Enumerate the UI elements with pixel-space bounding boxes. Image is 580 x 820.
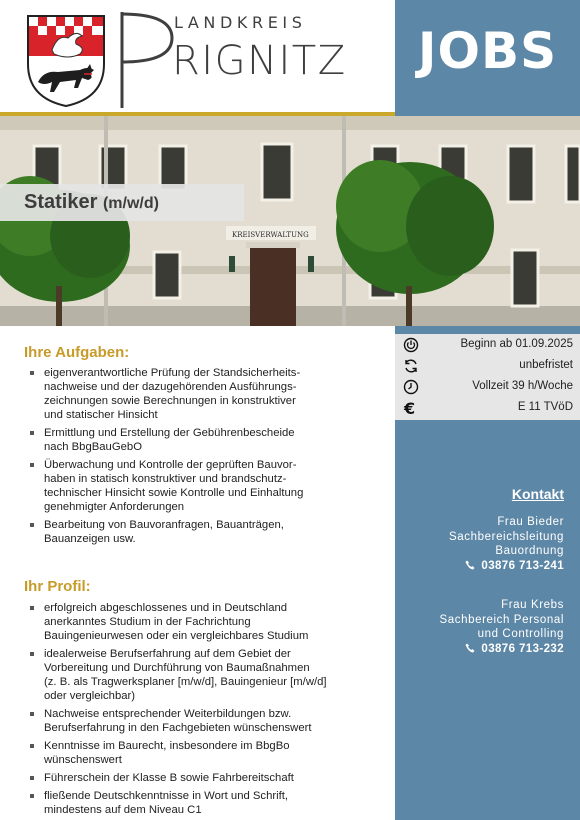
- clock-icon: [403, 379, 419, 395]
- euro-icon: [403, 400, 419, 416]
- building-illustration: [0, 116, 580, 326]
- contact-name: Frau Bieder: [497, 516, 564, 528]
- contact-phone[interactable]: [394, 642, 564, 657]
- power-icon: [403, 337, 419, 353]
- header: [0, 0, 395, 112]
- job-title-suffix: (m/w/d): [102, 195, 159, 212]
- contact-phone-number: 03876 713-232: [481, 642, 564, 655]
- building-photo: [0, 116, 580, 326]
- coat-of-arms-logo: [24, 12, 108, 108]
- refresh-icon: [403, 358, 419, 374]
- brand-prignitz: [172, 38, 347, 84]
- list-item: Führerschein der Klasse B sowie Fahrbereitschaft: [30, 771, 392, 785]
- fact-start-text: Beginn ab 01.09.2025: [460, 338, 573, 350]
- sidebar: [395, 326, 580, 820]
- fact-duration-text: unbefristet: [519, 359, 573, 371]
- fact-salary: [403, 399, 573, 417]
- list-item: Ermittlung und Erstellung der Gebührenbescheide nach BbgBauGebO: [30, 426, 392, 454]
- contact-phone[interactable]: [394, 559, 564, 574]
- profile-heading: Ihr Profil:: [24, 578, 91, 595]
- contact-heading: Kontakt: [511, 486, 564, 502]
- phone-icon: [465, 560, 475, 570]
- job-title: [24, 191, 159, 214]
- list-item: Nachweise entsprechender Weiterbildungen bzw. Berufserfahrung in den Fachgebieten wünschenswert: [30, 707, 392, 735]
- tasks-list: [30, 366, 392, 550]
- job-title-text: Statiker: [24, 191, 98, 213]
- phone-icon: [465, 643, 475, 653]
- fact-salary-text: E 11 TVöD: [517, 401, 573, 413]
- list-item: erfolgreich abgeschlossenes und in Deutschland anerkanntes Studium in der Fachrichtung Bauingenieurwesen oder ein vergleichbares Studium: [30, 601, 392, 643]
- contact-role: Sachbereichsleitung: [449, 530, 564, 543]
- job-title-banner: [0, 184, 244, 221]
- list-item: eigenverantwortliche Prüfung der Standsicherheits- nachweise und der dazugehörenden Ausführungs- zeichnungen sowie Berechnungen in konstruktiver und statischer Hinsicht: [30, 366, 392, 422]
- list-item: Bearbeitung von Bauvoranfragen, Bauanträgen, Bauanzeigen usw.: [30, 518, 392, 546]
- brand-prignitz-visible: RIGNITZ: [172, 38, 347, 84]
- contact-name: Frau Krebs: [501, 599, 564, 611]
- list-item: Überwachung und Kontrolle der geprüften Bauvor- haben in statisch konstruktiver und brandschutz- technischer Hinsicht sowie Kontrolle und Einhaltung genehmigter Anforderungen: [30, 458, 392, 514]
- fact-duration: [403, 357, 573, 375]
- list-item: Kenntnisse im Baurecht, insbesondere im BbgBo wünschenswert: [30, 739, 392, 767]
- svg-text:€: €: [404, 400, 416, 416]
- building-sign: KREISVERWALTUNG: [232, 231, 309, 239]
- list-item: idealerweise Berufserfahrung auf dem Gebiet der Vorbereitung und Durchführung von Baumaßnahmen (z. B. als Tragwerksplaner [m/w/d], Bauingenieur [m/w/d] oder vergleichbar): [30, 647, 392, 703]
- contact-person-1: [394, 515, 564, 573]
- main-content: [0, 326, 395, 820]
- job-facts-box: [395, 334, 580, 420]
- brand-landkreis: LANDKREIS: [174, 13, 307, 32]
- contact-role: Sachbereich Personal: [439, 613, 564, 626]
- contact-role: und Controlling: [477, 628, 564, 640]
- contact-person-2: [394, 598, 564, 656]
- fact-hours: [403, 378, 573, 396]
- tasks-heading: Ihre Aufgaben:: [24, 344, 130, 361]
- fact-start: [403, 336, 573, 354]
- contact-phone-number: 03876 713-241: [481, 559, 564, 572]
- jobs-label: JOBS: [417, 22, 558, 80]
- list-item: fließende Deutschkenntnisse in Wort und Schrift, mindestens auf dem Niveau C1: [30, 789, 392, 817]
- contact-role: Bauordnung: [495, 545, 564, 557]
- profile-list: [30, 601, 392, 820]
- jobs-banner: [395, 0, 580, 116]
- fact-hours-text: Vollzeit 39 h/Woche: [472, 380, 573, 392]
